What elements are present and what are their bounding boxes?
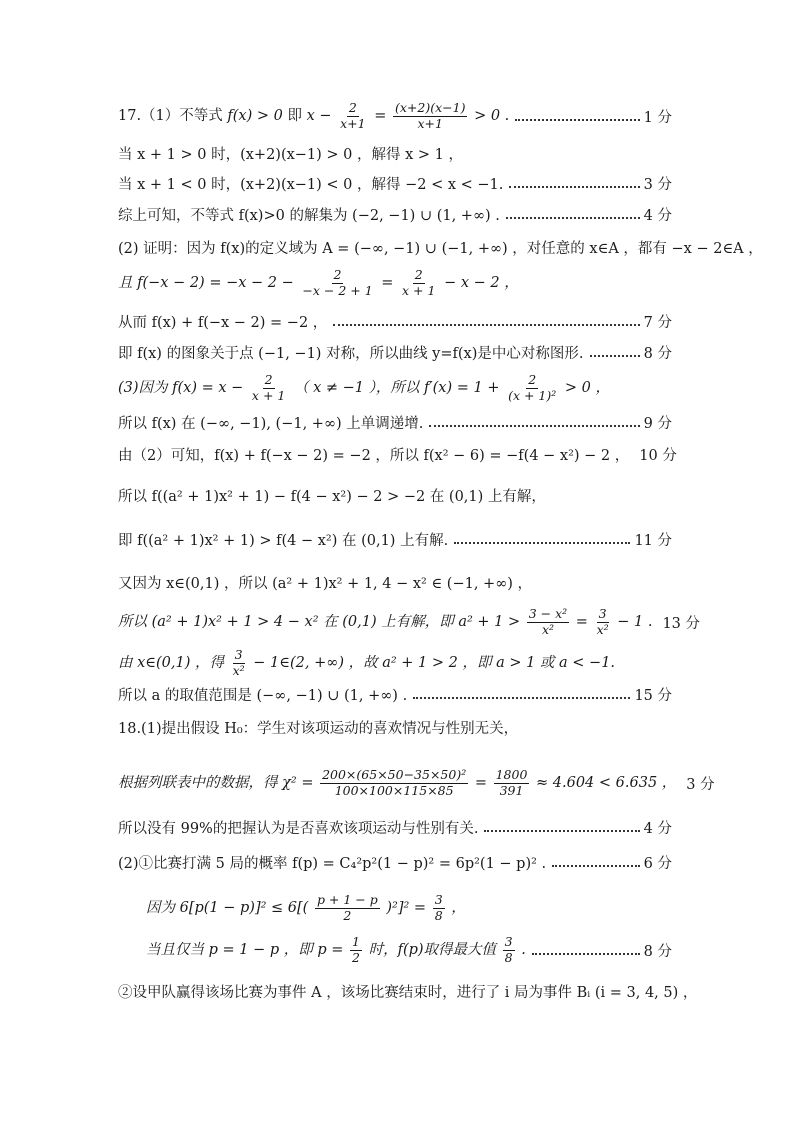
line-text: 由（2）可知，f(x) + f(−x − 2) = −2 ，所以 f(x² − 6) = −f(4 − x²) − 2 ，	[118, 447, 630, 464]
math-expr: 因为 6[p(1 − p)]² ≤ 6[(	[146, 900, 309, 916]
math-expr: （ x ≠ −1 ），所以 f′(x) = 1 +	[293, 380, 500, 396]
math-expr: =	[374, 108, 387, 124]
math-expr: ≈ 4.604 < 6.635 ，	[536, 775, 677, 791]
math-expr: ，	[451, 900, 466, 916]
line-text: 所以 f(x) 在 (−∞, −1), (−1, +∞) 上单调递增.	[118, 415, 424, 432]
fraction: $\frac{3}{\text{x²}}$	[232, 647, 245, 678]
fraction: $\frac{(x+2)(x-1)}{x+1}$	[394, 100, 466, 131]
line-text: 17.（1）不等式	[118, 108, 223, 124]
line-monotonic	[0, 411, 800, 433]
score-label: 3 分	[686, 776, 715, 793]
line-max-value	[0, 930, 800, 970]
math-expr: − x − 2 ，	[444, 275, 519, 291]
line-am-gm	[0, 888, 800, 928]
fraction: $\frac{p + 1 - p}{2}$	[316, 892, 378, 923]
line-17-3-derivative	[0, 370, 800, 406]
math-expr: − 1∈(2, +∞) ，故 a² + 1 > 2 ，即 a > 1 或 a < −1.	[253, 655, 616, 671]
line-case-positive	[0, 142, 800, 164]
line-symmetry	[0, 341, 800, 363]
dot-leader	[590, 355, 640, 357]
score-label: 15 分	[634, 687, 672, 704]
fraction: $\frac{3}{8}$	[504, 934, 513, 965]
score-label: 8 分	[643, 345, 672, 362]
math-expr: x −	[306, 108, 332, 124]
line-range-membership	[0, 571, 800, 593]
fraction: $\frac{2}{-x - 2 + 1}$	[302, 267, 373, 298]
line-text: 所以没有 99%的把握认为是否喜欢该项运动与性别有关.	[118, 820, 479, 837]
fraction: $\frac{\text{200×(65×50−35×50)²}}{100\times 100\times 115\times 85}$	[322, 767, 467, 798]
math-expr: 根据列联表中的数据，得 χ² =	[118, 775, 314, 791]
fraction: $\frac{2}{x + 1}$	[251, 372, 286, 403]
score-label: 10 分	[639, 447, 677, 464]
score-label: 11 分	[634, 532, 672, 549]
math-expr: − 1 .	[617, 614, 653, 630]
line-inequality-a	[0, 604, 800, 640]
line-sum-identity	[0, 310, 800, 332]
math-expr: 所以 (a² + 1)x² + 1 > 4 − x² 在 (0,1) 上有解，即 a² + 1 >	[118, 614, 521, 630]
score-label: 4 分	[643, 207, 672, 224]
line-text: 当 x + 1 > 0 时，(x+2)(x−1) > 0 ，解得 x > 1 ，	[118, 146, 464, 163]
fraction: $\frac{1}{2}$	[352, 934, 360, 965]
line-event-definition	[0, 980, 800, 1002]
line-chi-square	[0, 763, 800, 803]
math-expr: 时，f(p)取得最大值	[368, 942, 497, 958]
line-a-conclusion	[0, 645, 800, 681]
math-expr: =	[575, 614, 588, 630]
line-18-2-probability	[0, 851, 800, 873]
dot-leader	[484, 830, 639, 832]
math-expr: =	[381, 275, 394, 291]
dot-leader	[532, 953, 640, 955]
dot-leader	[454, 542, 630, 544]
math-expr: 且 f(−x − 2) = −x − 2 −	[118, 275, 294, 291]
fraction: $\frac{2}{x+1}$	[340, 100, 366, 131]
line-from-part-2	[0, 443, 800, 465]
math-expr: )²]² =	[386, 900, 427, 916]
line-17-1-inequality	[0, 101, 800, 131]
score-label: 13 分	[662, 615, 700, 632]
line-text: 18.(1)提出假设 H₀：学生对该项运动的喜欢情况与性别无关，	[118, 720, 519, 737]
score-label: 8 分	[643, 943, 672, 960]
dot-leader	[515, 119, 639, 121]
score-label: 4 分	[643, 820, 672, 837]
score-label: 7 分	[643, 314, 672, 331]
line-text: 当 x + 1 < 0 时，(x+2)(x−1) < 0 ，解得 −2 < x < −1.	[118, 176, 504, 193]
math-expr: =	[474, 775, 487, 791]
dot-leader	[413, 697, 630, 699]
math-expr: .	[521, 942, 526, 958]
line-case-negative	[0, 172, 800, 194]
fraction: $\frac{\text{3 − x²}}{\text{x²}}$	[528, 606, 568, 637]
line-solution-set	[0, 203, 800, 225]
score-label: 3 分	[643, 176, 672, 193]
line-text: 综上可知，不等式 f(x)>0 的解集为 (−2, −1) ∪ (1, +∞) .	[118, 207, 500, 224]
fraction: $\frac{1800}{391}$	[495, 767, 528, 798]
line-text: 从而 f(x) + f(−x − 2) = −2 ，	[118, 314, 328, 331]
dot-leader	[509, 186, 639, 188]
line-text: (2)①比赛打满 5 局的概率 f(p) = C₄²p²(1 − p)² = 6p²(1 − p)² .	[118, 855, 547, 872]
line-text: (2) 证明：因为 f(x)的定义域为 A = (−∞, −1) ∪ (−1, +∞) ，对任意的 x∈A ，都有 −x − 2∈A ，	[118, 240, 763, 257]
line-text: 所以 f((a² + 1)x² + 1) − f(4 − x²) − 2 > −2 在 (0,1) 上有解，	[118, 488, 546, 505]
math-expr: f(x) > 0	[227, 108, 283, 124]
line-has-solution-1	[0, 484, 800, 506]
line-has-solution-2	[0, 528, 800, 550]
line-no-99-confidence	[0, 816, 800, 838]
math-expr: (3)因为 f(x) = x −	[118, 380, 244, 396]
dot-leader	[333, 324, 639, 326]
line-18-1-hypothesis	[0, 716, 800, 738]
fraction: $\frac{2}{\text{(x + 1)²}}$	[508, 372, 557, 403]
score-label: 1 分	[643, 109, 672, 126]
dot-leader	[552, 865, 640, 867]
score-label: 6 分	[643, 855, 672, 872]
line-f-neg-x-minus-2	[0, 266, 800, 300]
line-text: 即 f(x) 的图象关于点 (−1, −1) 对称，所以曲线 y=f(x)是中心对称图形.	[118, 345, 584, 362]
line-text: 所以 a 的取值范围是 (−∞, −1) ∪ (1, +∞) .	[118, 687, 408, 704]
dot-leader	[429, 425, 639, 427]
line-17-2-proof	[0, 236, 800, 258]
math-expr: > 0 .	[474, 108, 510, 124]
math-expr: 当且仅当 p = 1 − p ，即 p =	[146, 942, 344, 958]
math-expr: > 0 ，	[564, 380, 610, 396]
line-text: ②设甲队赢得该场比赛为事件 A ，该场比赛结束时，进行了 i 局为事件 Bᵢ (i = 3, 4, 5) ，	[118, 984, 698, 1001]
fraction: $\frac{3}{8}$	[434, 892, 443, 923]
dot-leader	[506, 217, 640, 219]
line-text: 即	[287, 108, 302, 124]
line-a-range	[0, 683, 800, 705]
fraction: $\frac{2}{x + 1}$	[402, 267, 436, 298]
line-text: 又因为 x∈(0,1) ，所以 (a² + 1)x² + 1, 4 − x² ∈ (−1, +∞) ，	[118, 575, 533, 592]
score-label: 9 分	[643, 415, 672, 432]
line-text: 即 f((a² + 1)x² + 1) > f(4 − x²) 在 (0,1) 上有解.	[118, 532, 449, 549]
math-expr: 由 x∈(0,1) ，得	[118, 655, 225, 671]
fraction: $\frac{3}{\text{x²}}$	[596, 606, 609, 637]
